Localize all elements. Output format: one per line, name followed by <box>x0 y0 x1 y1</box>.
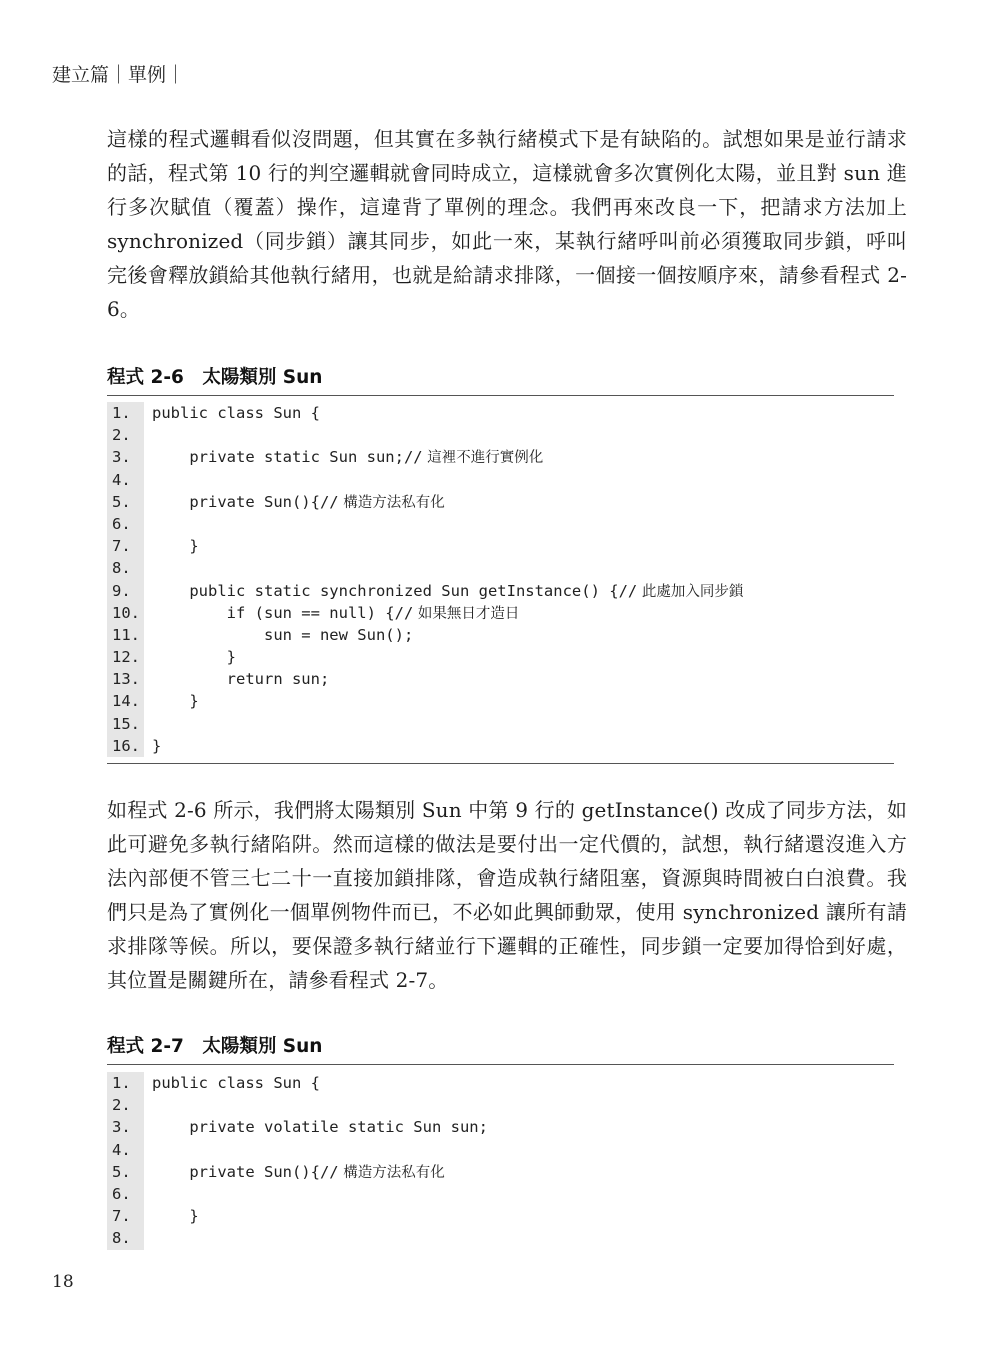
code-line <box>107 580 894 602</box>
line-number: 7. <box>107 1205 144 1227</box>
code-line <box>107 1161 894 1183</box>
code-statement: public class Sun { <box>152 404 320 422</box>
code-line <box>107 513 894 535</box>
code-line <box>107 1094 894 1116</box>
code-line <box>107 713 894 735</box>
code-text <box>144 735 161 757</box>
code-line <box>107 535 894 557</box>
code-text <box>144 668 329 690</box>
code-text <box>144 1227 152 1249</box>
line-number: 7. <box>107 535 144 557</box>
code-text <box>144 1094 152 1116</box>
code-statement: private Sun(){// <box>152 1162 339 1181</box>
code-text <box>144 1183 152 1205</box>
code-text <box>144 690 199 712</box>
code-text <box>144 1072 320 1094</box>
code-line <box>107 424 894 446</box>
code-line <box>107 690 894 712</box>
code-line <box>107 602 894 624</box>
line-number: 11. <box>107 624 144 646</box>
code-text <box>144 491 445 513</box>
code-line <box>107 1227 894 1249</box>
code-statement: public static synchronized Sun getInstance() {// <box>152 581 638 600</box>
line-number: 4. <box>107 1139 144 1161</box>
code-comment: 這裡不進行實例化 <box>422 450 544 467</box>
line-number: 8. <box>107 1227 144 1249</box>
code-line <box>107 646 894 668</box>
line-number: 12. <box>107 646 144 668</box>
code-text <box>144 469 152 491</box>
code-text <box>144 446 543 468</box>
code-statement: public class Sun { <box>152 1074 320 1092</box>
code-text <box>144 1139 152 1161</box>
code-text <box>144 646 236 668</box>
code-text <box>144 624 413 646</box>
code-line <box>107 1139 894 1161</box>
listing-caption: 程式 2-6 太陽類別 Sun <box>107 363 894 396</box>
code-text <box>144 557 152 579</box>
code-text <box>144 713 152 735</box>
code-comment: 構造方法私有化 <box>338 494 445 511</box>
line-number: 1. <box>107 402 144 424</box>
code-line <box>107 557 894 579</box>
code-text <box>144 513 152 535</box>
code-listing <box>107 1072 894 1250</box>
running-header: 建立篇｜單例｜ <box>52 64 186 86</box>
code-statement: } <box>152 648 236 667</box>
code-line <box>107 1205 894 1227</box>
code-line <box>107 624 894 646</box>
code-comment: 如果無日才造日 <box>413 605 520 622</box>
code-line <box>107 402 894 424</box>
code-line <box>107 1072 894 1094</box>
line-number: 8. <box>107 557 144 579</box>
line-number: 5. <box>107 1161 144 1183</box>
code-line <box>107 668 894 690</box>
line-number: 3. <box>107 1116 144 1138</box>
code-line <box>107 446 894 468</box>
code-text <box>144 602 519 624</box>
code-line <box>107 735 894 757</box>
line-number: 15. <box>107 713 144 735</box>
line-number: 1. <box>107 1072 144 1094</box>
code-listing <box>107 402 894 764</box>
line-number: 6. <box>107 513 144 535</box>
code-statement: if (sun == null) {// <box>152 603 414 622</box>
code-statement: } <box>152 1207 199 1226</box>
line-number: 4. <box>107 469 144 491</box>
line-number: 14. <box>107 690 144 712</box>
code-line <box>107 491 894 513</box>
code-comment: 此處加入同步鎖 <box>637 583 744 600</box>
code-text <box>144 580 743 602</box>
line-number: 3. <box>107 446 144 468</box>
code-statement: private volatile static Sun sun; <box>152 1118 488 1137</box>
code-text <box>144 1161 445 1183</box>
code-text <box>144 402 320 424</box>
body-paragraph: 這樣的程式邏輯看似沒問題，但其實在多執行緒模式下是有缺陷的。試想如果是並行請求的話，程式第 10 行的判空邏輯就會同時成立，這樣就會多次實例化太陽，並且對 sun 進行多次賦值（覆蓋）操作，這違背了單例的理念。我們再來改良一下，把請求方法加上 synchronized（同步鎖）讓其同步，如此一來，某執行緒呼叫前必須獲取同步鎖，呼叫完後會釋放鎖給其他執行緒用，也就是給請求排隊，一個接一個按順序來，請參看程式 2-6。 <box>107 127 907 321</box>
listing-caption: 程式 2-7 太陽類別 Sun <box>107 1032 894 1065</box>
code-text <box>144 1116 488 1138</box>
line-number: 6. <box>107 1183 144 1205</box>
code-line <box>107 1116 894 1138</box>
code-text <box>144 424 152 446</box>
line-number: 5. <box>107 491 144 513</box>
line-number: 10. <box>107 602 144 624</box>
line-number: 9. <box>107 580 144 602</box>
code-statement: } <box>152 692 199 711</box>
line-number: 16. <box>107 735 144 757</box>
line-number: 2. <box>107 1094 144 1116</box>
code-line <box>107 1183 894 1205</box>
code-statement: return sun; <box>152 670 330 689</box>
page-number: 18 <box>52 1272 74 1292</box>
line-number: 2. <box>107 424 144 446</box>
body-paragraph: 如程式 2-6 所示，我們將太陽類別 Sun 中第 9 行的 getInstance() 改成了同步方法，如此可避免多執行緒陷阱。然而這樣的做法是要付出一定代價的，試想，執行緒還沒進入方法內部便不管三七二十一直接加鎖排隊，會造成執行緒阻塞，資源與時間被白白浪費。我們只是為了實例化一個單例物件而已，不必如此興師動眾，使用 synchronized 讓所有請求排隊等候。所以，要保證多執行緒並行下邏輯的正確性，同步鎖一定要加得恰到好處，其位置是關鍵所在，請參看程式 2-7。 <box>107 798 907 992</box>
code-statement: } <box>152 537 199 556</box>
code-line <box>107 469 894 491</box>
code-text <box>144 535 199 557</box>
code-statement: } <box>152 736 162 755</box>
code-statement: private Sun(){// <box>152 492 339 511</box>
line-number: 13. <box>107 668 144 690</box>
code-statement: sun = new Sun(); <box>152 625 414 644</box>
code-statement: private static Sun sun;// <box>152 448 423 467</box>
code-text <box>144 1205 199 1227</box>
code-comment: 構造方法私有化 <box>338 1164 445 1181</box>
